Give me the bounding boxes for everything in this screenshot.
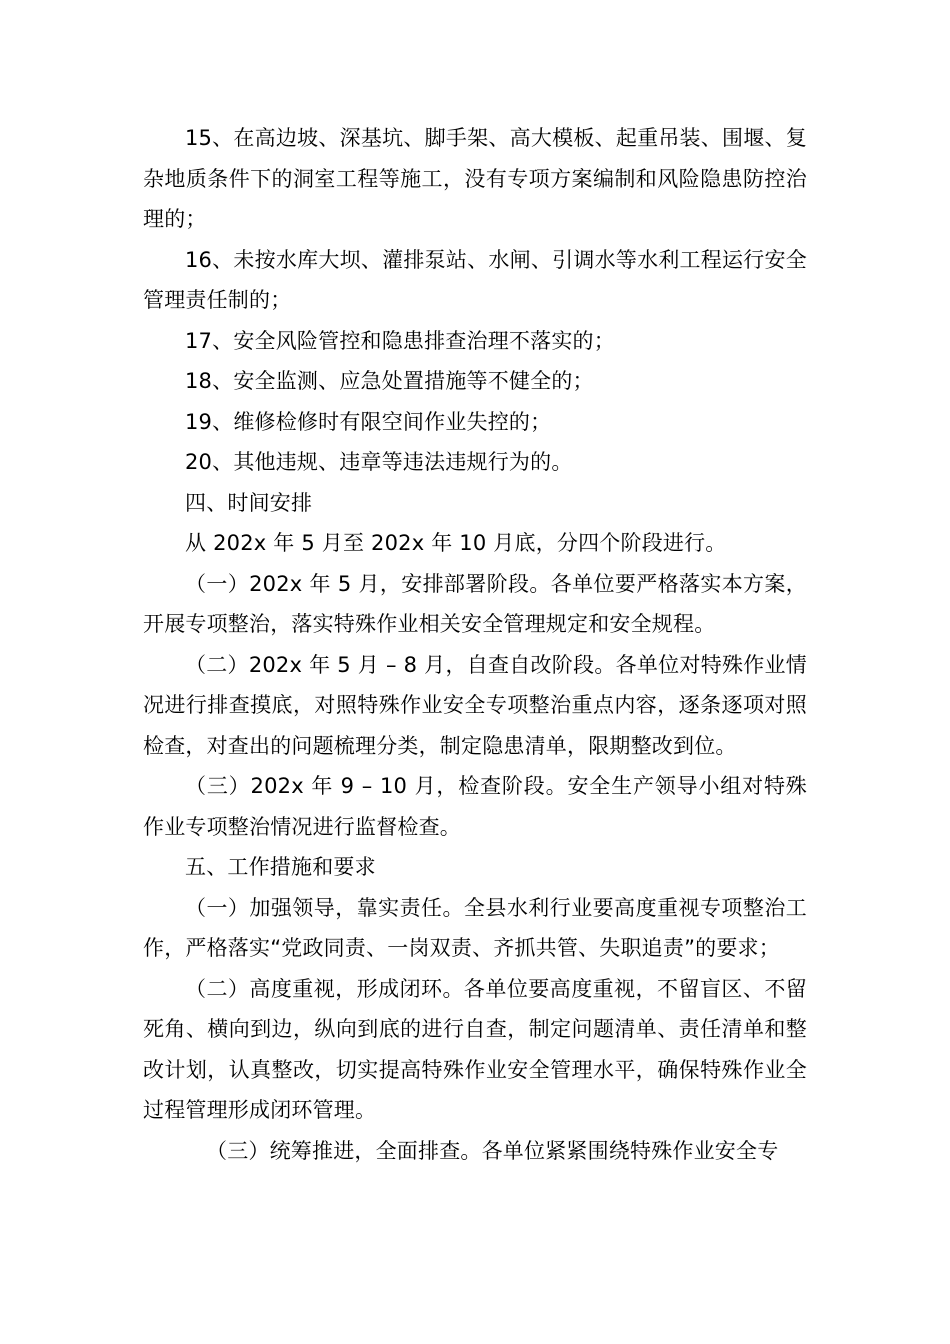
measure-1: （一）加强领导，靠实责任。全县水利行业要高度重视专项整治工作，严格落实“党政同责、一岗双责、齐抓共管、失职追责”的要求； — [143, 895, 807, 960]
schedule-phase-2: （二）202x 年 5 月 – 8 月，自查自改阶段。各单位对特殊作业情况进行排查摸底，对照特殊作业安全专项整治重点内容，逐条逐项对照检查，对查出的问题梳理分类，制定隐患清单，限期整改到位。 — [143, 652, 807, 758]
section-heading-measures: 五、工作措施和要求 — [185, 855, 376, 879]
list-item-19: 19、维修检修时有限空间作业失控的； — [185, 409, 552, 434]
list-item-17: 17、安全风险管控和隐患排查治理不落实的； — [185, 328, 615, 353]
document-body — [143, 118, 807, 1171]
measure-3: （三）统筹推进，全面排查。各单位紧紧围绕特殊作业安全专 — [206, 1138, 779, 1163]
schedule-phase-3: （三）202x 年 9 – 10 月，检查阶段。安全生产领导小组对特殊作业专项整治情况进行监督检查。 — [143, 774, 807, 839]
list-item-16: 16、未按水库大坝、灌排泵站、水闸、引调水等水利工程运行安全管理责任制的； — [143, 247, 807, 312]
measure-2: （二）高度重视，形成闭环。各单位要高度重视，不留盲区、不留死角、横向到边，纵向到底的进行自查，制定问题清单、责任清单和整改计划，认真整改，切实提高特殊作业安全管理水平，确保特殊作业全过程管理形成闭环管理。 — [143, 976, 807, 1122]
schedule-overview: 从 202x 年 5 月至 202x 年 10 月底，分四个阶段进行。 — [185, 531, 727, 555]
section-heading-schedule: 四、时间安排 — [185, 490, 313, 515]
schedule-phase-1: （一）202x 年 5 月，安排部署阶段。各单位要严格落实本方案，开展专项整治，落实特殊作业相关安全管理规定和安全规程。 — [143, 571, 807, 636]
list-item-20: 20、其他违规、违章等违法违规行为的。 — [185, 450, 573, 474]
list-item-18: 18、安全监测、应急处置措施等不健全的； — [185, 369, 594, 393]
list-item-15: 15、在高边坡、深基坑、脚手架、高大模板、起重吊装、围堰、复杂地质条件下的洞室工程等施工，没有专项方案编制和风险隐患防控治理的； — [143, 126, 807, 231]
